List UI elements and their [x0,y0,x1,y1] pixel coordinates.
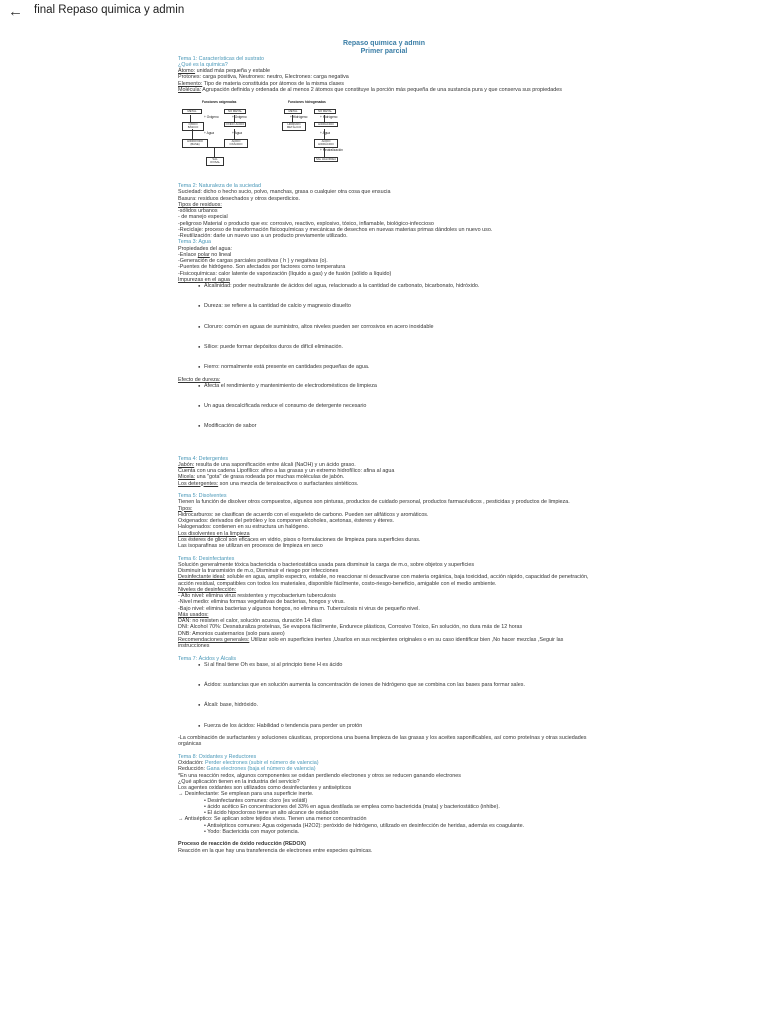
diagram-box: METAL [284,109,302,114]
text-line: Propiedades del agua: [178,245,232,252]
diagram-box: METAL [182,109,202,114]
diagram-box: ÓXIDO ÁCIDO [225,122,245,127]
text-line: Reacción en la que hay una transferencia de electrones entre especies químicas. [178,847,373,854]
bullet-item: ● Fuerza de los ácidos: Habilidad o tendencia para perder un protón [178,723,590,729]
diagram-box: SAL OXISAL [206,157,224,165]
bullet-item: ● Cloruro: común en aguas de suministro, altos niveles pueden ser corrosivos en acero inoxidable [178,324,590,330]
text-line: Los detergentes: son una mezcla de tensioactivos o surfactantes sintéticos. [178,480,359,487]
bullet-item: ● Fierro: normalmente está presente en cantidades pequeñas de agua. [178,364,590,370]
text-line: Recomendaciones generales: Utilizar solo en superficies inertes ,Usarlos en sus recipientes originales o en su caso identificar bien ,No hacer mezclas ,Seguir las instrucciones [178,636,564,650]
diagram-label: + Agua [232,131,243,136]
doc-title: Repaso quimica y admin [342,40,426,47]
chemistry-functions-diagram [178,99,590,175]
text-line: -sólidos urbanos [178,208,218,215]
diagram-box: NO METAL [224,109,246,114]
text-line: -La combinación de surfactantes y soluciones cáusticas, proporciona una buena limpieza de las grasas y los aceites saponificables, así como proteínas y otras suciedades orgánicas [178,735,587,748]
bullet-item: ● Alcalinidad: poder neutralizante de ácidos del agua, relacionado a la cantidad de carbonato, bicarbonato, hidróxido. [178,283,590,289]
text-line: -Puentes de hidrógeno. Son afectados por factores como temperatura [178,264,346,271]
text-line: Protones: carga positiva, Neutrones: neutro, Electrones: carga negativa [178,74,349,81]
text-line: Hidrocarburos: se clasifican de acuerdo con el esqueleto de carbono. Pueden ser alifáticos y aromáticos. [178,511,429,518]
text-line: -Reutilización: darle un nuevo uso a un producto previamente utilizado. [178,233,348,240]
text-line: Átomo: unidad más pequeña y estable [178,68,271,75]
text-line: Proceso de reacción de óxido reducción (REDOX) [178,841,306,848]
text-line: Más usados: [178,611,209,618]
diagram-box: HIDRÓXIDO (BASE) [182,139,208,147]
section-title: Tema 8: Oxidantes y Reductores [178,753,257,760]
text-line: DNB: Amonios cuaternarios (solo para aseo) [178,630,285,637]
doc-subtitle: Primer parcial [360,47,408,55]
text-line: Impurezas en el agua [178,276,230,283]
document-title: final Repaso quimica y admin [34,4,185,16]
diagram-box: SAL HALOIDEA [315,157,337,162]
text-line: • ácido acético En concentraciones del 33% en agua destilada se emplea como bactericida (mata) y bacteriostático (inhibe). [204,803,500,810]
diagram-box: HIDRURO METÁLICO [282,122,306,130]
text-line: • El ácido hipocloroso tiene un alto alcance de oxidación [204,810,339,817]
text-line: Niveles de desinfección: [178,586,237,593]
section-title: Tema 2: Naturaleza de la suciedad [178,183,262,190]
diagram-box: ÁCIDO HIDRÁCIDO [314,139,338,147]
text-line: DAN: no resisten el calor, solución acuosa, duración 14 días [178,618,322,625]
section-title: Tema 6: Desinfectantes [178,555,235,562]
text-line: → Desinfectante: Se emplean para una superficie inerte. [178,791,314,798]
text-line: • Antisépticos comunes: Agua oxigenada (H2O2): peróxido de hidrógeno, utilizado en desinfección de heridas, además es coagulante. [204,822,525,829]
text-line: -peligroso Material o producto que es: corrosivo, reactivo, explosivo, tóxico, inflamable, biológico-infeccioso [178,220,434,227]
text-line: -Fisicoquímicas: calor latente de vaporización (líquido a gas) y de fusión (sólido a líquido) [178,270,392,277]
text-line: Tipos: [178,505,193,512]
document-page [178,40,590,1024]
text-line: DNI: Alcohol 70%: Desnaturaliza proteínas, Se evapora fácilmente, Endurece plásticos, Corrosivo Tóxico, En solución, no dura más de 12 horas [178,624,523,631]
diagram-box: ÓXIDO BÁSICO [182,122,204,130]
bullet-item: ● Álcali: base, hidróxido. [178,702,590,708]
text-line: • Yodo: Bactericida con mayor potencia. [204,828,300,835]
diagram-left-title: Funciones oxigenadas [202,100,237,105]
text-line: *En una reacción redox, algunos componentes se oxidan perdiendo electrones y otros se reducen ganando electrones [178,772,461,779]
text-line: Cuenta con una cadena Lipofílico: afino a las grasas y un extremo hidrofílico: afina al agua [178,468,395,475]
section-title: Tema 5: Disolventes [178,493,227,500]
text-line: Tipos de residuos: [178,201,222,208]
diagram-label: + Hidrógeno [320,115,338,120]
text-line: Desinfectante ideal: soluble en agua, amplio espectro, estable, no reaccionar ni desactivarse con materia orgánica, baja toxicidad, acción rápido, capacidad de penetración, acción residual, compatibles con todos los materiales, disponible fácilmente, costo-riesgo-beneficio, amigable con el medio ambiente. [178,574,589,587]
text-line: Reducción: Gana electrones (baja el número de valencia) [178,766,316,773]
text-line: -Enlace polar no lineal [178,251,232,258]
text-line: -Bajo nivel: elimina bacterias y algunos hongos, no elimina m. Tuberculosis ni virus de pequeño nivel. [178,605,420,612]
text-line: Los disolventes en la limpieza [178,530,250,537]
text-line: - de manejo especial [178,214,228,221]
question-line: ¿Qué es la química? [178,61,228,68]
diagram-box: HIDRÁCIDO [314,122,338,127]
bullet-item: ● Modificación de sabor [178,423,590,429]
text-line: Molécula: Agrupación definida y ordenada de al menos 2 átomos que constituye la porción más pequeña de una sustancia pura y que conserva sus propiedades [178,86,562,93]
text-line: Oxigenados: derivados del petróleo y los componen alcoholes, acetonas, ésteres y éteres. [178,518,395,525]
text-line: Disminuir la transmisión de m.o, Disminuir el riesgo por infecciones [178,568,339,575]
text-line: Solución generalmente tóxica bactericida o bacteriostática usada para disminuir la carga de m.o, sobre objetos y superficies [178,561,475,568]
bullet-item: ● Dureza: se refiere a la cantidad de calcio y magnesio disuelto [178,303,590,309]
text-line: -Generación de cargas parciales positivas ( h ) y negativas (o). [178,258,328,265]
text-line: Basura: residuos desechados y otros desperdicios. [178,195,300,202]
diagram-label: + Oxigeno [204,115,219,120]
top-bar [0,0,768,24]
text-line: -Nivel medio: elimina formas vegetativas de bacterias, hongos y virus. [178,599,345,606]
text-line: Jabón: resulta de una saponificación entre álcali (NaOH) y un ácido graso. [178,461,356,468]
text-line: - Alto nivel: elimina virus resistentes y mycobacterium tuberculosis [178,593,336,600]
section-title: Tema 3: Agua [178,239,211,246]
diagram-label: + Agua [204,131,215,136]
diagram-label: + Oxigeno [232,115,247,120]
text-line: Micela: una "gota" de grasa rodeada por muchas moléculas de jabón. [178,474,345,481]
bullet-item: ● Afecta el rendimiento y mantenimiento de electrodomésticos de limpieza [178,383,590,389]
text-line: Halogenados: contienen en su estructura un halógeno. [178,524,309,531]
text-line: Las isoparafinas se utilizan en procesos de limpieza en seco [178,543,323,550]
diagram-label: + Neutralización [320,148,343,153]
back-arrow-icon[interactable]: ← [8,3,23,20]
text-line: Los agentes oxidantes son utilizados como desinfectantes y antisépticos [178,785,352,792]
bullet-item: ● Si al final tiene Oh es base, si al principio tiene H es ácido [178,662,590,668]
text-line: ¿Qué aplicación tienen en la industria del servicio? [178,778,300,785]
bullet-item: ● Un agua descalcificada reduce el consumo de detergente necesario [178,403,590,409]
section-title: Tema 1: Características del sustrato [178,55,264,62]
text-line: -Reciclaje: proceso de transformación fisicoquímicas y mecánicas de desechos en nuevas materias primas dándoles un nuevo uso. [178,226,493,233]
text-line: Efecto de dureza: [178,376,221,383]
text-line: Elemento: Tipo de materia constituida por átomos de la misma clases [178,80,345,87]
diagram-box: NO METAL [314,109,336,114]
diagram-label: + Agua [320,131,331,136]
text-line: Los ésteres de glicol son eficaces en vidrio, pisos o formulaciones de limpieza para superficies duras. [178,536,421,543]
diagram-box: ÁCIDO OXÁCIDO [224,139,248,147]
diagram-label: + Hidrógeno [290,115,308,120]
diagram-right-title: Funciones hidrogenadas [288,100,326,105]
bullet-item: ● Sílice: puede formar depósitos duros de difícil eliminación. [178,344,590,350]
text-line: • Desinfectantes comunes: cloro (es volátil) [204,797,308,804]
text-line: Oxidación: Perder electrones (subir el número de valencia) [178,760,319,767]
text-line: Tienen la función de disolver otros compuestos, algunos son pinturas, productos de cuidado personal, productos farmacéuticos , pesticidas y productos de limpieza. [178,499,570,506]
bullet-item: ● Ácidos: sustancias que en solución aumenta la concentración de iones de hidrógeno que se combina con las bases para formar sales. [178,682,590,688]
section-title: Tema 4: Detergentes [178,455,229,462]
section-title: Tema 7: Ácidos y Álcalis [178,655,237,662]
text-line: Suciedad: dicho o hecho sucio, polvo, manchas, grasa o cualquier otra cosa que ensucia [178,189,391,196]
text-line: → Antiséptico: Se aplican sobre tejidos vivos. Tienen una menor concentración [178,816,367,823]
